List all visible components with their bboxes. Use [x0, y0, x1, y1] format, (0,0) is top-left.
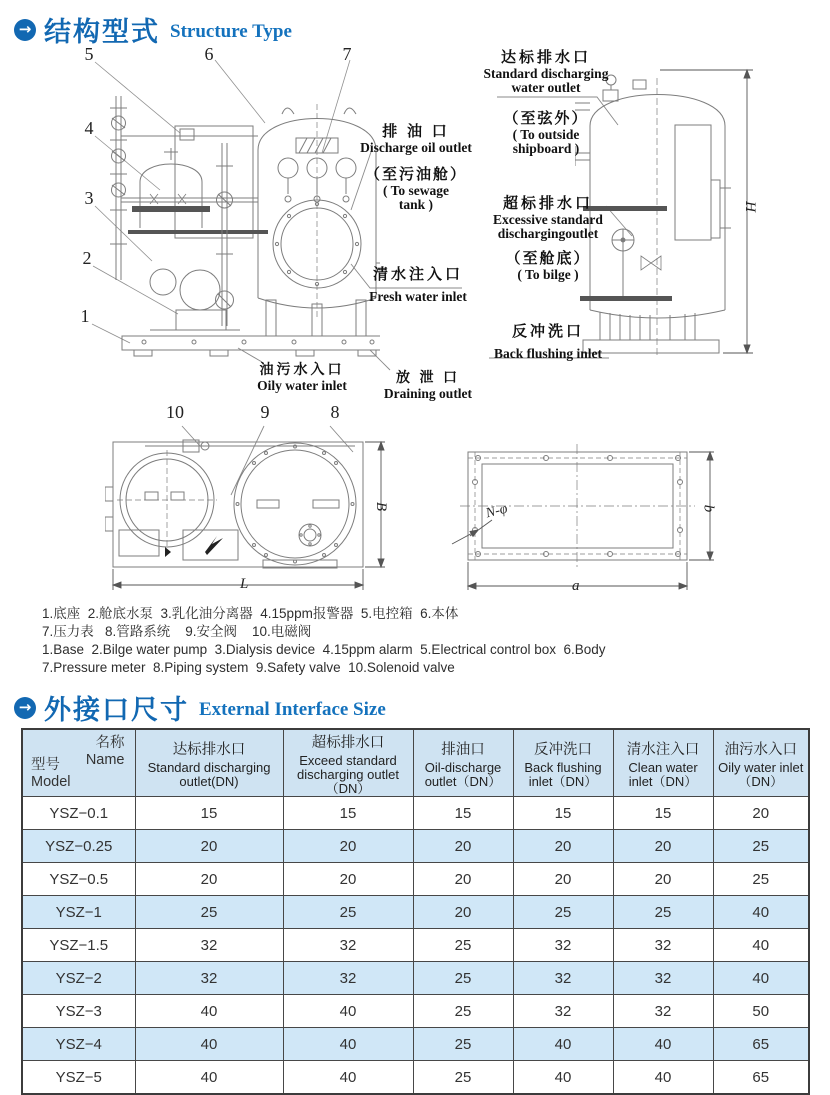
legend-line-zh-2: 7.压力表 8.管路系统 9.安全阀 10.电磁阀	[42, 624, 312, 639]
callout-sub-zh: （至污油舱）	[364, 167, 467, 183]
value-cell: 32	[613, 995, 713, 1028]
front-view-drawing	[60, 48, 380, 360]
table-row	[22, 896, 809, 929]
value-cell: 65	[713, 1061, 809, 1095]
value-cell: 20	[413, 863, 513, 896]
callout-en: Excessive standard	[493, 212, 603, 227]
value-cell: 20	[613, 863, 713, 896]
callout-number-8: 8	[330, 402, 340, 422]
model-cell: YSZ−0.1	[22, 797, 135, 830]
callout-number-5: 5	[84, 44, 94, 64]
callout-sub-zh: （至舱底）	[505, 251, 591, 267]
callout-excess-standard-outlet	[474, 192, 622, 282]
value-cell: 20	[135, 863, 283, 896]
value-cell: 20	[413, 896, 513, 929]
callout-number-6: 6	[204, 44, 214, 64]
model-cell: YSZ−5	[22, 1061, 135, 1095]
table-row	[22, 929, 809, 962]
callout-zh: 达标排水口	[500, 50, 591, 66]
value-cell: 40	[613, 1061, 713, 1095]
callout-number-9: 9	[260, 402, 270, 422]
corner-header-cell	[22, 729, 135, 797]
section-title-zh: 外接口尺寸	[44, 695, 189, 725]
callout-sub-en: ( To outside	[512, 127, 580, 142]
value-cell: 15	[413, 797, 513, 830]
value-cell: 25	[135, 896, 283, 929]
table-row	[22, 1061, 809, 1095]
callout-en: water outlet	[511, 80, 581, 95]
value-cell: 40	[283, 1061, 413, 1095]
section-title-en: External Interface Size	[199, 698, 386, 720]
model-cell: YSZ−3	[22, 995, 135, 1028]
table-row	[22, 830, 809, 863]
external-interface-size-table	[21, 728, 810, 1095]
top-view-drawing	[105, 432, 395, 597]
value-cell: 25	[713, 830, 809, 863]
callout-number-4: 4	[84, 118, 94, 138]
section-title-zh: 结构型式	[44, 17, 160, 47]
value-cell: 20	[713, 797, 809, 830]
value-cell: 50	[713, 995, 809, 1028]
section-title-en: Structure Type	[170, 20, 292, 42]
model-cell: YSZ−1	[22, 896, 135, 929]
value-cell: 25	[413, 929, 513, 962]
value-cell: 40	[713, 929, 809, 962]
callout-standard-discharging-outlet	[474, 46, 618, 156]
callout-number-1: 1	[80, 306, 90, 326]
legend-line-en-2: 7.Pressure meter 8.Piping system 9.Safety valve 10.Solenoid valve	[42, 660, 455, 675]
callout-number-2: 2	[82, 248, 92, 268]
callout-zh: 反冲洗口	[511, 324, 584, 340]
dimension-n-phi: N-φ	[484, 501, 510, 522]
corner-name-en: Name	[85, 752, 125, 768]
value-cell: 40	[283, 995, 413, 1028]
value-cell: 40	[135, 1061, 283, 1095]
table-header-row	[22, 729, 809, 797]
value-cell: 32	[135, 962, 283, 995]
callout-zh: 放 泄 口	[396, 371, 460, 386]
corner-model-zh: 型号	[31, 757, 60, 773]
parts-legend	[42, 605, 606, 677]
value-cell: 40	[513, 1028, 613, 1061]
callout-sub-en: tank )	[398, 197, 434, 212]
table-row	[22, 1028, 809, 1061]
table-row	[22, 962, 809, 995]
arrow-right-icon: →	[14, 697, 36, 719]
value-cell: 25	[413, 1028, 513, 1061]
callout-zh: 超标排水口	[502, 196, 593, 212]
dimension-B: B	[373, 501, 390, 512]
legend-line-en-1: 1.Base 2.Bilge water pump 3.Dialysis device 4.15ppm alarm 5.Electrical control box 6.Body	[42, 642, 606, 657]
callout-draining-outlet	[380, 367, 476, 401]
value-cell: 32	[513, 995, 613, 1028]
callout-back-flushing-inlet	[480, 320, 616, 361]
model-cell: YSZ−4	[22, 1028, 135, 1061]
value-cell: 20	[283, 830, 413, 863]
arrow-right-icon: →	[14, 19, 36, 41]
value-cell: 40	[713, 896, 809, 929]
model-cell: YSZ−1.5	[22, 929, 135, 962]
callout-zh: 清水注入口	[372, 267, 463, 283]
value-cell: 25	[413, 995, 513, 1028]
column-header: 超标排水口 Exceed standard discharging outlet （DN）	[283, 729, 413, 797]
callout-fresh-water-inlet	[362, 263, 474, 304]
column-header: 反冲洗口 Back flushing inlet（DN）	[513, 729, 613, 797]
value-cell: 20	[135, 830, 283, 863]
callout-number-7: 7	[342, 44, 352, 64]
value-cell: 20	[283, 863, 413, 896]
callout-sub-zh: （至弦外）	[503, 111, 589, 127]
callout-sub-en: shipboard )	[512, 141, 580, 156]
value-cell: 32	[135, 929, 283, 962]
value-cell: 15	[513, 797, 613, 830]
value-cell: 32	[613, 929, 713, 962]
table-row	[22, 863, 809, 896]
value-cell: 25	[283, 896, 413, 929]
section-external-interface-size-header	[14, 688, 386, 727]
value-cell: 40	[135, 1028, 283, 1061]
column-header: 排油口 Oil-discharge outlet（DN）	[413, 729, 513, 797]
dimension-H: H	[741, 201, 758, 212]
value-cell: 40	[513, 1061, 613, 1095]
value-cell: 20	[513, 863, 613, 896]
value-cell: 15	[283, 797, 413, 830]
value-cell: 32	[283, 962, 413, 995]
value-cell: 32	[513, 962, 613, 995]
callout-number-10: 10	[166, 402, 184, 422]
value-cell: 20	[613, 830, 713, 863]
value-cell: 65	[713, 1028, 809, 1061]
model-cell: YSZ−0.5	[22, 863, 135, 896]
column-header: 达标排水口 Standard discharging outlet(DN)	[135, 729, 283, 797]
column-header: 油污水入口 Oily water inlet（DN）	[713, 729, 809, 797]
callout-en: Draining outlet	[383, 386, 473, 401]
callout-en: Standard discharging	[483, 66, 609, 81]
value-cell: 40	[713, 962, 809, 995]
callout-en: Oily water inlet	[257, 378, 347, 393]
legend-line-zh-1: 1.底座 2.舱底水泵 3.乳化油分离器 4.15ppm报警器 5.电控箱 6.本体	[42, 606, 459, 621]
table-row	[22, 797, 809, 830]
callout-sub-en: ( To sewage	[382, 183, 449, 198]
callout-en: Discharge oil outlet	[360, 140, 472, 155]
value-cell: 25	[713, 863, 809, 896]
value-cell: 32	[513, 929, 613, 962]
table-row	[22, 995, 809, 1028]
dimension-L: L	[240, 576, 249, 592]
value-cell: 15	[613, 797, 713, 830]
value-cell: 20	[513, 830, 613, 863]
model-cell: YSZ−2	[22, 962, 135, 995]
callout-en: dischargingoutlet	[497, 226, 599, 241]
value-cell: 40	[135, 995, 283, 1028]
model-cell: YSZ−0.25	[22, 830, 135, 863]
callout-sub-en: ( To bilge )	[517, 267, 579, 282]
value-cell: 32	[283, 929, 413, 962]
callout-zh: 排 油 口	[382, 124, 450, 140]
callout-zh: 油污水入口	[259, 363, 345, 378]
callout-oily-water-inlet	[250, 359, 354, 393]
corner-model-en: Model	[31, 774, 71, 790]
value-cell: 25	[513, 896, 613, 929]
value-cell: 25	[413, 1061, 513, 1095]
value-cell: 25	[613, 896, 713, 929]
dimension-a: a	[572, 578, 580, 594]
value-cell: 40	[613, 1028, 713, 1061]
callout-discharge-oil-outlet	[357, 120, 475, 212]
corner-name-zh: 名称	[95, 735, 125, 751]
callout-en: Fresh water inlet	[369, 289, 467, 304]
value-cell: 40	[283, 1028, 413, 1061]
callout-number-3: 3	[84, 188, 94, 208]
value-cell: 25	[413, 962, 513, 995]
value-cell: 32	[613, 962, 713, 995]
callout-en: Back flushing inlet	[493, 346, 603, 361]
value-cell: 20	[413, 830, 513, 863]
value-cell: 15	[135, 797, 283, 830]
column-header: 清水注入口 Clean water inlet（DN）	[613, 729, 713, 797]
dimension-b: b	[700, 504, 717, 513]
